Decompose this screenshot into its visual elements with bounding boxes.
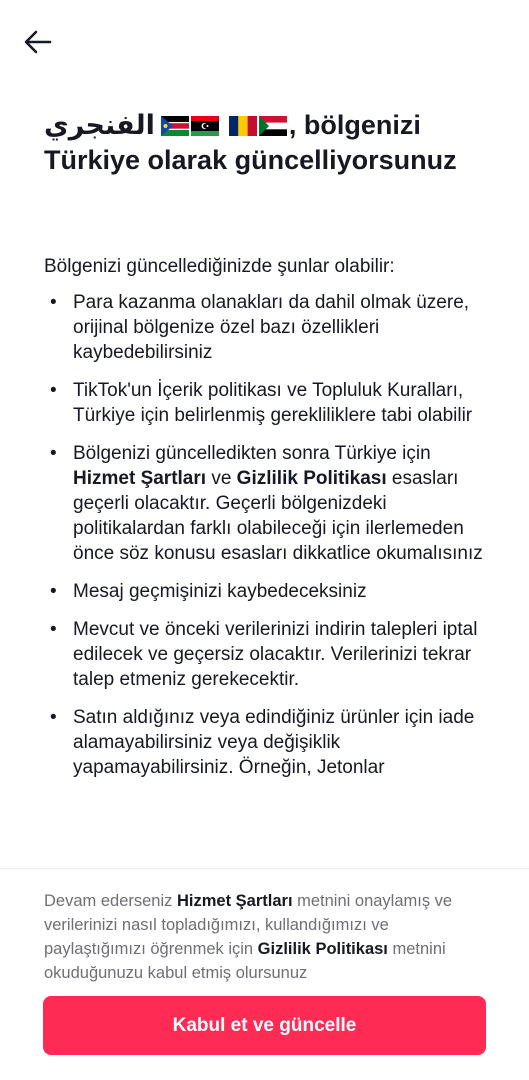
page-title xyxy=(44,108,494,178)
username-arabic: الفنجري xyxy=(44,110,155,141)
bullet-icon: • xyxy=(50,619,57,640)
list-item: • TikTok'un İçerik politikası ve Topluluk Kuralları, Türkiye için belirlenmiş gerekliliklere tabi olabilir xyxy=(50,380,473,426)
list-item: • Mevcut ve önceki verilerinizi indirin talepleri iptal edilecek ve geçersiz olacaktır. Verilerinizi tekrar talep etmeniz gerekecektir. xyxy=(50,619,478,690)
bullet-icon: • xyxy=(50,443,57,464)
chad-flag-icon xyxy=(229,116,257,136)
list-item: • Bölgenizi güncelledikten sonra Türkiye için Hizmet Şartları ve Gizlilik Politikası esasları geçerli olacaktır. Geçerli bölgenizdeki politikalardan farklı olabileceği için ilerlemeden önce söz konusu esasları dikkatlice okumalısınız xyxy=(50,443,483,564)
bullet-icon: • xyxy=(50,380,57,401)
accept-and-update-button[interactable] xyxy=(43,996,486,1055)
title-text: , bölgenizi Türkiye olarak güncelliyorsunuz xyxy=(44,110,457,175)
list-item: • Mesaj geçmişinizi kaybedeceksiniz xyxy=(50,581,367,602)
libya-flag-icon xyxy=(191,116,219,136)
bullet-icon: • xyxy=(50,581,57,602)
sudan-flag-icon xyxy=(259,116,287,136)
footer xyxy=(0,869,529,1080)
terms-of-service-link[interactable]: Hizmet Şartları xyxy=(73,468,207,489)
footer-terms-link[interactable]: Hizmet Şartları xyxy=(176,892,293,910)
south-sudan-flag-icon xyxy=(161,116,189,136)
list-item: • Para kazanma olanakları da dahil olmak üzere, orijinal bölgenize özel bazı özellikleri kaybedebilirsiniz xyxy=(50,292,470,363)
list-item: • Satın aldığınız veya edindiğiniz ürünler için iade alamayabilirsiniz veya değişiklik yapamayabilirsiniz. Örneğin, Jetonlar xyxy=(50,707,475,778)
bullet-icon: • xyxy=(50,707,57,728)
privacy-policy-link[interactable]: Gizlilik Politikası xyxy=(236,468,387,489)
consent-text: Devam ederseniz Hizmet Şartları metnini onaylamış ve verilerinizi nasıl topladığımızı, kullandığımızı ve paylaştığımızı öğrenmek için Gizlilik Politikası metnini okuduğunuzu kabul etmiş olursunuz xyxy=(44,892,453,982)
bullet-icon: • xyxy=(50,292,57,313)
intro-text: Bölgenizi güncellediğinizde şunlar olabilir: xyxy=(44,256,395,277)
footer-privacy-link[interactable]: Gizlilik Politikası xyxy=(257,940,388,958)
accept-button-label: Kabul et ve güncelle xyxy=(172,1014,357,1036)
consequence-list xyxy=(44,290,489,793)
